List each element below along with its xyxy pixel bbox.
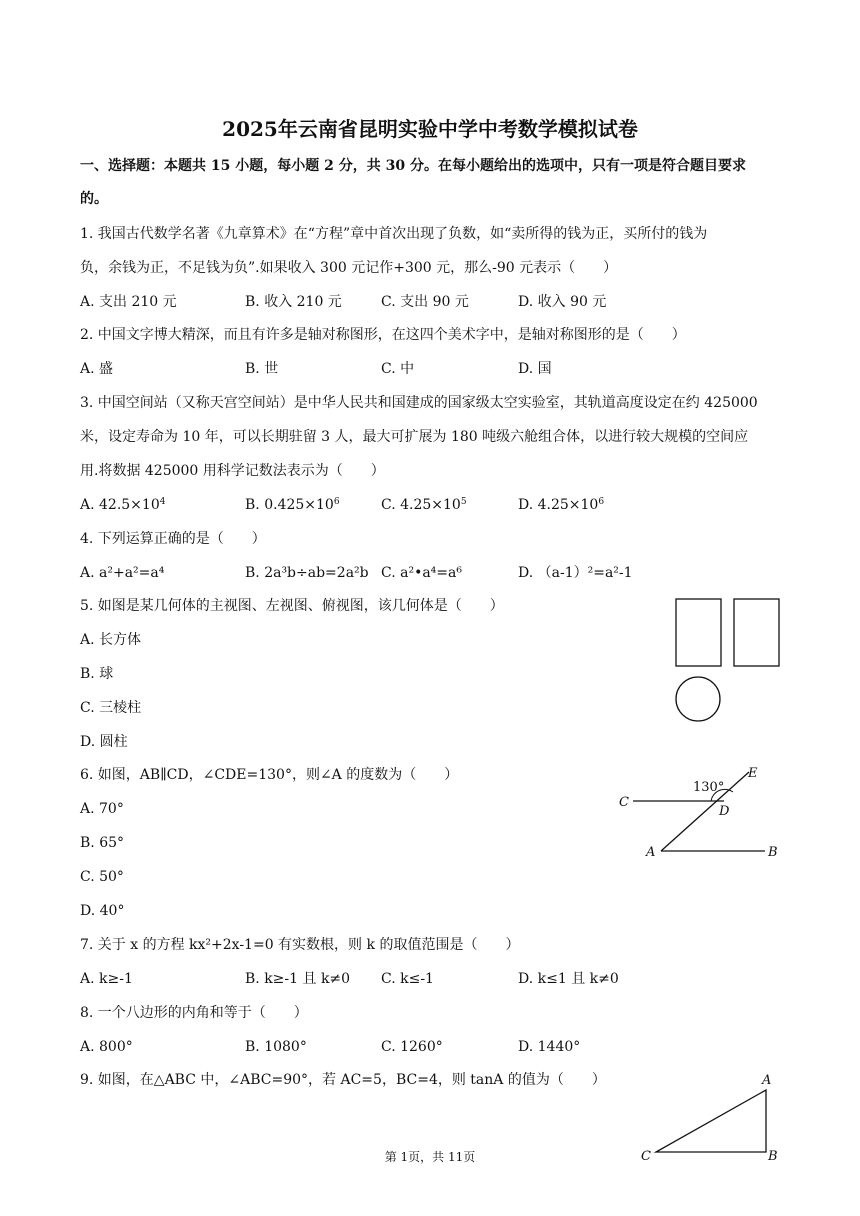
q8-option-d: D. 1440° — [518, 1039, 581, 1055]
q7-stem: 7. 关于 x 的方程 kx²+2x-1=0 有实数根，则 k 的取值范围是（ ） — [80, 937, 520, 953]
q6-option-a: A. 70° — [80, 801, 124, 817]
top-view-circle — [676, 677, 720, 721]
point-label-c: C — [619, 795, 629, 810]
q1-option-b: B. 收入 210 元 — [245, 294, 342, 310]
q2-stem: 2. 中国文字博大精深，而且有许多是轴对称图形，在这四个美术字中，是轴对称图形的是（ ） — [80, 327, 686, 343]
point-label-e: E — [748, 766, 758, 781]
q8-option-b: B. 1080° — [245, 1039, 307, 1055]
point-label-a: A — [646, 845, 656, 860]
q3-option-c: C. $4.25\times 10^5$ — [381, 497, 467, 513]
q5-option-d: D. 圆柱 — [80, 734, 128, 750]
q4-option-c: C. a²•a⁴=a⁶ — [381, 565, 462, 581]
q3-option-b: B. $0.425\times 10^6$ — [245, 497, 340, 513]
q5-option-a: A. 长方体 — [80, 632, 142, 648]
front-view-rect — [676, 599, 721, 666]
q3-stem-line2: 米，设定寿命为 10 年，可以长期驻留 3 人，最大可扩展为 180 吨级六舱组合体，以进行较大规模的空间应 — [80, 429, 749, 445]
q1-stem-line1: 1. 我国古代数学名著《九章算术》在“方程”章中首次出现了负数，如“卖所得的钱为正，买所付的钱为 — [80, 226, 708, 242]
q3-option-d: D. $4.25\times 10^6$ — [518, 497, 605, 513]
point-label-b: B — [768, 1149, 778, 1164]
side-view-rect — [734, 599, 779, 666]
q7-option-d: D. k≤1 且 k≠0 — [518, 971, 619, 987]
q7-option-a: A. k≥-1 — [80, 971, 133, 987]
q6-option-b: B. 65° — [80, 835, 125, 851]
q2-option-a: A. 盛 — [80, 361, 114, 377]
q4-option-a: A. a²+a²=a⁴ — [80, 565, 165, 581]
point-label-a: A — [762, 1073, 772, 1088]
parallel-lines-figure — [615, 763, 785, 863]
q7-option-c: C. k≤-1 — [381, 971, 434, 987]
angle-label: 130° — [693, 780, 725, 795]
q5-stem: 5. 如图是某几何体的主视图、左视图、俯视图，该几何体是（ ） — [80, 598, 504, 614]
point-label-c: C — [641, 1149, 651, 1164]
page-footer: 第 1页，共 11页 — [384, 1150, 476, 1164]
point-label-d: D — [719, 804, 730, 819]
three-view-figure — [670, 596, 790, 726]
q5-option-c: C. 三棱柱 — [80, 700, 142, 716]
q3-stem-line1: 3. 中国空间站（又称天宫空间站）是中华人民共和国建成的国家级太空实验室，其轨道高度设定在约 425000 — [80, 395, 758, 411]
q5-option-b: B. 球 — [80, 666, 114, 682]
q4-option-b: B. 2a³b÷ab=2a²b — [245, 565, 369, 581]
q2-option-b: B. 世 — [245, 361, 279, 377]
q3-stem-line3: 用.将数据 425000 用科学记数法表示为（ ） — [80, 463, 385, 479]
q8-option-a: A. 800° — [80, 1039, 133, 1055]
triangle-abc — [656, 1090, 766, 1152]
q7-option-b: B. k≥-1 且 k≠0 — [245, 971, 351, 987]
q2-option-c: C. 中 — [381, 361, 415, 377]
q6-stem: 6. 如图，AB∥CD，∠CDE=130°，则∠A 的度数为（ ） — [80, 767, 459, 783]
q1-option-d: D. 收入 90 元 — [518, 294, 607, 310]
section-heading-line1: 一、选择题：本题共 15 小题，每小题 2 分，共 30 分。在每小题给出的选项中，只有一项是符合题目要求 — [80, 158, 746, 174]
q1-option-a: A. 支出 210 元 — [80, 294, 177, 310]
section-heading-line2: 的。 — [80, 191, 108, 207]
q8-option-c: C. 1260° — [381, 1039, 443, 1055]
q8-stem: 8. 一个八边形的内角和等于（ ） — [80, 1005, 308, 1021]
q2-option-d: D. 国 — [518, 361, 552, 377]
q4-stem: 4. 下列运算正确的是（ ） — [80, 531, 266, 547]
q1-option-c: C. 支出 90 元 — [381, 294, 469, 310]
q6-option-c: C. 50° — [80, 869, 124, 885]
exam-title: 2025年云南省昆明实验中学中考数学模拟试卷 — [222, 117, 638, 141]
point-label-b: B — [768, 845, 778, 860]
q9-stem: 9. 如图，在△ABC 中，∠ABC=90°，若 AC=5，BC=4，则 tanA 的值为（ ） — [80, 1072, 606, 1088]
q3-option-a: A. $42.5\times 10^4$ — [80, 497, 166, 513]
q4-option-d: D. （a-1）²=a²-1 — [518, 565, 633, 581]
q6-option-d: D. 40° — [80, 903, 125, 919]
q1-stem-line2: 负，余钱为正，不足钱为负”.如果收入 300 元记作+300 元，那么-90 元表示（ ） — [80, 260, 618, 276]
